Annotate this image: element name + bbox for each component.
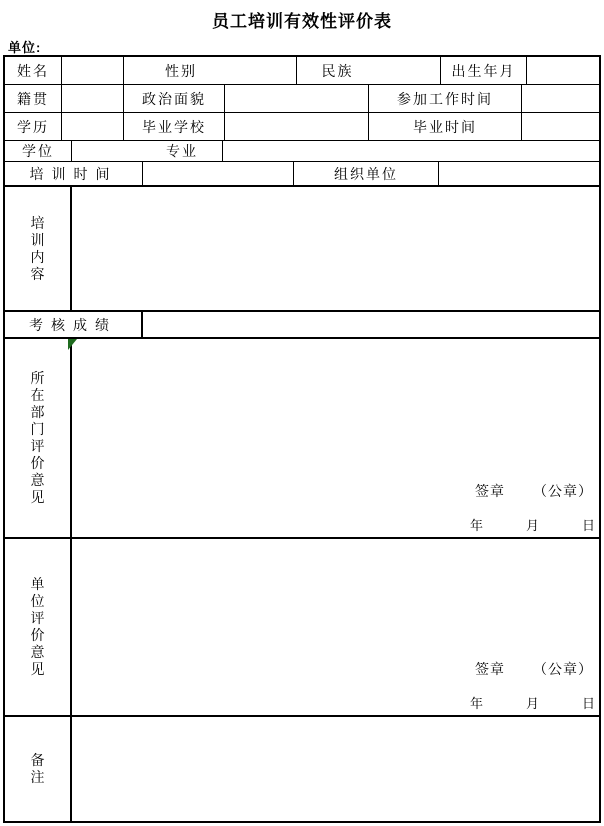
graduation-time-label: 毕业时间 bbox=[369, 113, 522, 140]
remarks-label-text: 备注 bbox=[30, 752, 45, 785]
school-input-cell[interactable] bbox=[225, 113, 369, 140]
name-input-cell[interactable] bbox=[62, 57, 124, 84]
dept-opinion-input-cell[interactable] bbox=[72, 339, 599, 537]
political-status-input-cell[interactable] bbox=[225, 85, 369, 112]
table-row-training-info bbox=[5, 162, 599, 187]
major-input-cell[interactable] bbox=[223, 141, 599, 161]
dept-date-year: 年 bbox=[469, 518, 483, 533]
gender-label: 性别 bbox=[124, 57, 297, 84]
score-input-cell[interactable] bbox=[143, 312, 599, 337]
evaluation-table bbox=[3, 55, 601, 823]
dept-opinion-label-text: 所在部门评价意见 bbox=[30, 370, 45, 505]
score-row bbox=[5, 312, 599, 339]
unit-date-year: 年 bbox=[469, 696, 483, 711]
graduation-time-input-cell[interactable] bbox=[522, 113, 599, 140]
table-row-basic-2 bbox=[5, 85, 599, 113]
organizer-label: 组织单位 bbox=[294, 162, 439, 185]
education-label: 学历 bbox=[5, 113, 62, 140]
unit-date-day: 日 bbox=[581, 696, 595, 711]
native-place-input-cell[interactable] bbox=[62, 85, 124, 112]
unit-date-line bbox=[470, 693, 595, 712]
work-start-input-cell[interactable] bbox=[522, 85, 599, 112]
organizer-input-cell[interactable] bbox=[439, 162, 599, 185]
unit-opinion-label-text: 单位评价意见 bbox=[30, 576, 45, 677]
political-status-label: 政治面貌 bbox=[124, 85, 225, 112]
remarks-input-cell[interactable] bbox=[72, 717, 599, 821]
work-start-label: 参加工作时间 bbox=[369, 85, 522, 112]
dept-opinion-label bbox=[5, 339, 72, 537]
page-title: 员工培训有效性评价表 bbox=[212, 12, 392, 31]
training-time-input-cell[interactable] bbox=[143, 162, 294, 185]
unit-opinion-input-cell[interactable] bbox=[72, 539, 599, 715]
training-content-label bbox=[5, 187, 72, 310]
unit-label: 单位: bbox=[8, 40, 42, 55]
unit-sign-label: 签章 bbox=[475, 661, 505, 677]
birth-date-input-cell[interactable] bbox=[527, 57, 599, 84]
training-content-section bbox=[5, 187, 599, 312]
remarks-label bbox=[5, 717, 72, 821]
unit-opinion-section bbox=[5, 539, 599, 717]
education-input-cell[interactable] bbox=[62, 113, 124, 140]
table-row-basic-1 bbox=[5, 57, 599, 85]
training-content-label-text: 培训内容 bbox=[30, 214, 45, 282]
remarks-section bbox=[5, 717, 599, 821]
score-label: 考核成绩 bbox=[5, 312, 143, 337]
birth-date-label: 出生年月 bbox=[441, 57, 527, 84]
dept-date-day: 日 bbox=[581, 518, 595, 533]
name-label: 姓名 bbox=[5, 57, 62, 84]
degree-label: 学位 bbox=[5, 141, 72, 161]
dept-opinion-section bbox=[5, 339, 599, 539]
major-label: 专业 bbox=[72, 141, 223, 161]
table-row-basic-3 bbox=[5, 113, 599, 141]
training-time-label: 培训时间 bbox=[5, 162, 143, 185]
dept-stamp-line bbox=[475, 481, 593, 501]
dept-sign-label: 签章 bbox=[475, 483, 505, 499]
native-place-label: 籍贯 bbox=[5, 85, 62, 112]
cell-corner-marker-icon bbox=[68, 339, 77, 350]
training-content-input-cell[interactable] bbox=[72, 187, 599, 310]
school-label: 毕业学校 bbox=[124, 113, 225, 140]
unit-opinion-label bbox=[5, 539, 72, 715]
table-row-basic-4 bbox=[5, 141, 599, 162]
unit-date-month: 月 bbox=[525, 696, 539, 711]
dept-date-line bbox=[470, 515, 595, 534]
ethnicity-label: 民族 bbox=[297, 57, 441, 84]
dept-date-month: 月 bbox=[525, 518, 539, 533]
dept-seal-label: （公章） bbox=[533, 483, 593, 499]
unit-stamp-line bbox=[475, 659, 593, 679]
unit-seal-label: （公章） bbox=[533, 661, 593, 677]
